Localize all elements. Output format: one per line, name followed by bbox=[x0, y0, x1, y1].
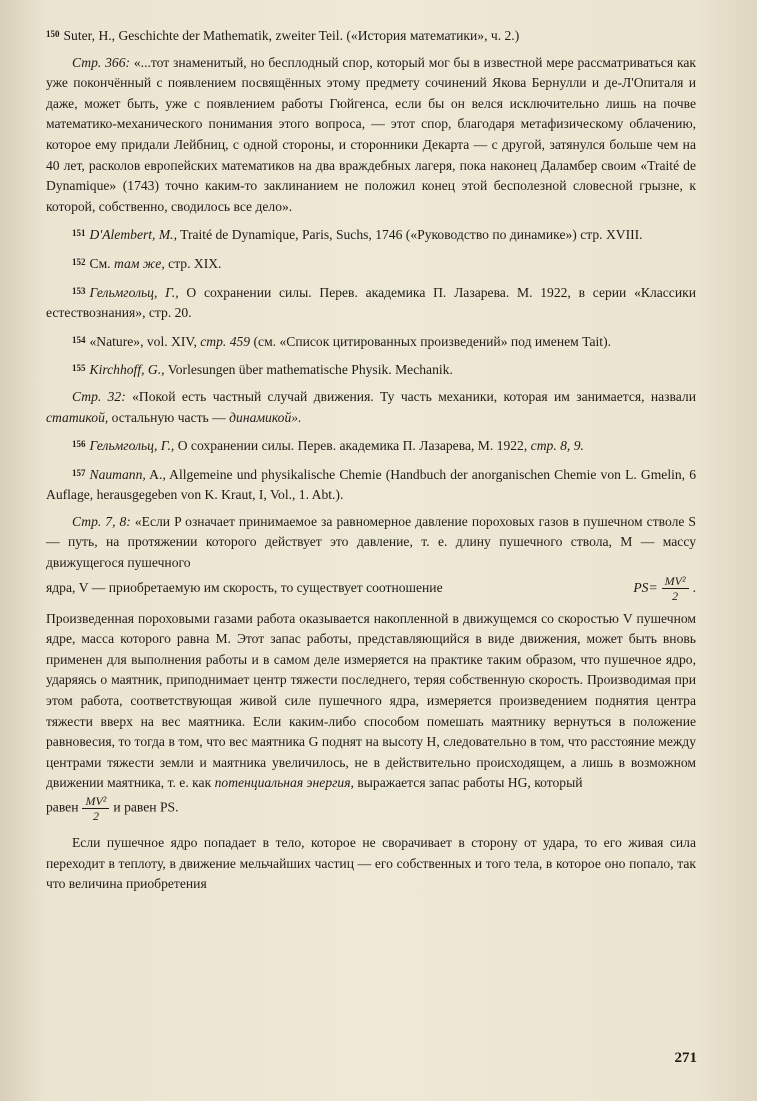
footnote-text: Suter, H., Geschichte der Mathematik, zweiter Teil. («История математики», ч. 2.) bbox=[63, 28, 520, 43]
footnote-author: Kirchhoff, G., bbox=[89, 362, 165, 378]
page-ref: Стр. 366: bbox=[72, 54, 131, 70]
formula-line-2 bbox=[46, 794, 696, 823]
footnote-number: 152 bbox=[72, 256, 86, 267]
footnote-pages: стр. 8, 9. bbox=[530, 438, 584, 454]
formula-lhs: PS= bbox=[633, 579, 658, 595]
formula-tail: . bbox=[692, 579, 696, 595]
footnote-text: стр. XIX. bbox=[168, 255, 222, 271]
footnote-text: A., Allgemeine und physikalische Chemie (Handbuch der anorganischen Chemie von L. Gmelin, 6 Auflage, herausgegeben von K. Kraut, I, Vol., 1. Abt.). bbox=[46, 466, 696, 503]
footnote-pre: «Nature», vol. XIV, bbox=[89, 333, 197, 349]
fraction-denominator: 2 bbox=[672, 588, 679, 603]
body-text: Если пушечное ядро попадает в тело, которое не сворачивает в сторону от удара, то его живая сила переходит в теплоту, в движение мельчайших частиц — его собственных и того тела, в которое оно попало, так что величина приобретения bbox=[46, 835, 696, 892]
footnote-152 bbox=[46, 252, 696, 275]
footnote-number: 157 bbox=[72, 467, 86, 478]
quote-text: «Покой есть частный случай движения. Ту часть механики, которая им занимается, назвали bbox=[132, 388, 696, 404]
footnote-author: D'Alembert, M., bbox=[89, 227, 177, 243]
footnote-155 bbox=[46, 358, 696, 381]
text-column bbox=[46, 24, 696, 895]
quote-paragraph-2 bbox=[46, 387, 696, 428]
footnote-author: Гельмгольц, Г., bbox=[89, 284, 179, 300]
footnote-text: Traité de Dynamique, Paris, Suchs, 1746 («Руководство по динамике») стр. XVIII. bbox=[180, 227, 643, 243]
fraction-mv2-over-2-b bbox=[82, 794, 109, 823]
footnote-150 bbox=[46, 24, 696, 47]
term-statics: статикой, bbox=[46, 409, 109, 425]
quote-paragraph-3 bbox=[46, 512, 696, 574]
body-paragraph-4 bbox=[46, 609, 696, 794]
footnote-author: Гельмгольц, Г., bbox=[89, 438, 175, 454]
quote-text-mid: остальную часть — bbox=[111, 409, 226, 425]
fraction-numerator: MV² bbox=[82, 794, 109, 809]
footnote-italic: там же, bbox=[113, 255, 165, 271]
footnote-pre: См. bbox=[89, 255, 111, 271]
footnote-154 bbox=[46, 330, 696, 353]
footnote-number: 155 bbox=[72, 363, 86, 374]
fraction-denominator: 2 bbox=[92, 809, 99, 823]
footnote-157 bbox=[46, 463, 696, 506]
footnote-text: Vorlesungen über mathematische Physik. Mechanik. bbox=[167, 362, 453, 378]
footnote-151 bbox=[46, 223, 696, 246]
body-text: Произведенная пороховыми газами работа оказывается накопленной в движущемся со скоростью V пушечном ядре, масса которого равна M. Этот запас работы, представляющийся в виде движения, может быть вновь применен для выполнения работы и в самом деле измеряется на практике таким образом, что пушечное ядро, ударяясь о маятник, приподнимает центр тяжести последнего, теряя собственную скорость. Производимая при этом работа, соответствующая живой силе пушечного ядра, измеряется произведением поднятия центра тяжести вверх на вес маятника. Если каким-либо способом помешать маятнику вернуться в положение равновесия, то тогда в том, что вес маятника G поднят на высоту H, следовательно в том, что расстояние между центрами тяжести земли и маятника увеличилось, не в действительно происходящем, а лишь в возможном движении маятника, т. е. как bbox=[46, 610, 696, 791]
fraction-mv2-over-2 bbox=[662, 574, 689, 603]
term-potential-energy: потенциальная энергия, bbox=[214, 775, 354, 791]
page-ref: Стр. 7, 8: bbox=[72, 513, 131, 529]
footnote-number: 153 bbox=[72, 285, 86, 296]
footnote-153 bbox=[46, 281, 696, 324]
term-dynamics: динамикой». bbox=[229, 409, 302, 425]
formula-pre: равен bbox=[46, 799, 79, 815]
footnote-text: (см. «Список цитированных произведений» под именем Tait). bbox=[253, 333, 611, 349]
footnote-text: О сохранении силы. Перев. академика П. Лазарева, М. 1922, bbox=[177, 438, 528, 454]
quote-paragraph-1 bbox=[46, 53, 696, 218]
body-paragraph-5 bbox=[46, 833, 696, 895]
footnote-156 bbox=[46, 434, 696, 457]
body-text-tail: выражается запас работы HG, который bbox=[357, 775, 583, 791]
page-number: 271 bbox=[674, 1050, 697, 1066]
footnote-author: Naumann, bbox=[89, 466, 146, 482]
formula-post: и равен PS. bbox=[113, 799, 179, 815]
fraction-numerator: MV² bbox=[662, 574, 689, 589]
page-ref: Стр. 32: bbox=[72, 388, 126, 404]
footnote-text: О сохранении силы. Перев. академика П. Лазарева. М. 1922, в серии «Классики естествознания», стр. 20. bbox=[46, 284, 696, 321]
quote-text: «Если P означает принимаемое за равномерное давление пороховых газов в пушечном стволе S — путь, на протяжении которого действует это давление, т. е. длину пушечного ствола, M — массу движущегося пушечного bbox=[46, 513, 696, 571]
footnote-number: 151 bbox=[72, 228, 86, 239]
formula-line-1 bbox=[46, 574, 696, 603]
footnote-number: 150 bbox=[46, 29, 60, 39]
formula-lead-text: ядра, V — приобретаемую им скорость, то существует соотношение bbox=[46, 579, 443, 595]
footnote-number: 156 bbox=[72, 439, 86, 450]
footnote-italic: стр. 459 bbox=[200, 333, 251, 349]
quote-text: «...тот знаменитый, но бесплодный спор, который мог бы в известной мере рассматриваться как уже покончённый с появлением посвящённых этому предмету сочинений Якова Бернулли и де-Л'Опиталя и даже, может быть, уже с появлением работы Гюйгенса, если бы он велся исключительно лишь на почве математико-механического понимания этого вопроса, — этот спор, благодаря метафизическому облачению, которое ему придали Лейбниц, с одной стороны, и сторонники Декарта — с другой, затянулся больше чем на 40 лет, расколов европейских математиков на два враждебных лагеря, пока наконец Даламбер своим «Traité de Dynamique» (1743) точно каким-то заклинанием не положил конец этой бесполезной словесной грызне, к которой, собственно, сводилось все дело». bbox=[46, 54, 696, 214]
footnote-number: 154 bbox=[72, 334, 86, 345]
